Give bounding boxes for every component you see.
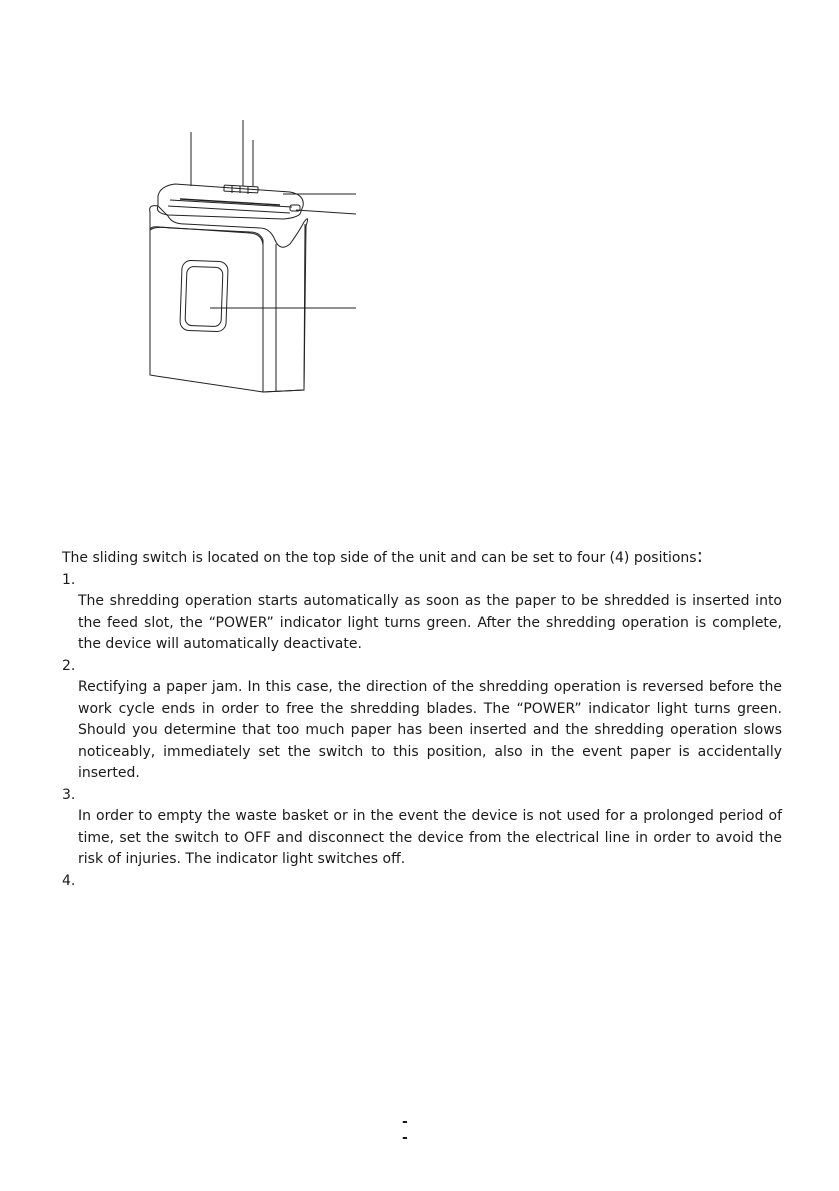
intro-text: The sliding switch is located on the top side of the unit and can be set to four (4) positions [62, 550, 697, 566]
list-item [62, 785, 782, 871]
list-item [62, 871, 782, 893]
item-text: In order to empty the waste basket or in the event the device is not used for a prolonged period of time, set the switch to OFF and disconnect the device from the electrical line in order to avoid the risk of injuries. The indicator light switches off. [78, 808, 782, 867]
item-text: Rectifying a paper jam. In this case, the direction of the shredding operation is reversed before the work cycle ends in order to free the shredding blades. The “POWER” indicator light turns green. Should you determine that too much paper has been inserted and the shredding operation slows noticeably, immediately set the switch to this position, also in the event paper is accidentally inserted. [78, 679, 782, 781]
item-number: 4. [62, 872, 76, 889]
list-item [62, 570, 782, 656]
shredder-body [150, 206, 308, 392]
shredder-illustration [0, 0, 839, 420]
switch-description [62, 545, 782, 892]
intro-paragraph [62, 545, 782, 570]
list-item [62, 656, 782, 785]
page-marker: - - [402, 1114, 422, 1146]
item-text: The shredding operation starts automatically as soon as the paper to be shredded is inserted into the feed slot, the “POWER” indicator light turns green. After the shredding operation is complete, the device will automatically deactivate. [78, 593, 782, 652]
item-number: 2. [62, 657, 76, 674]
waste-window-inner [185, 266, 223, 326]
leader-line-right-2 [296, 210, 356, 214]
item-number: 1. [62, 571, 76, 588]
item-number: 3. [62, 786, 76, 803]
feed-slot [180, 199, 280, 205]
intro-colon: : [696, 545, 703, 567]
